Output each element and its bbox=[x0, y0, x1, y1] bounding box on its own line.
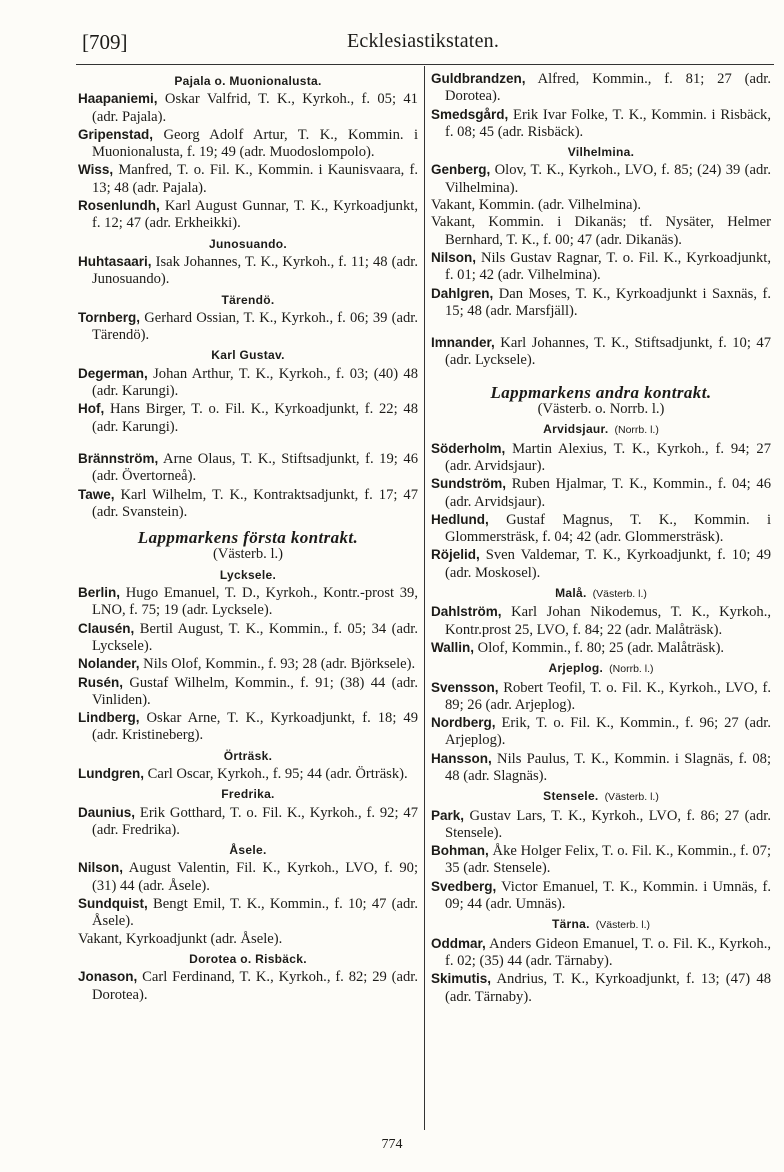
parish-name: Tärendö. bbox=[221, 292, 275, 307]
clergy-entry bbox=[431, 750, 771, 786]
page-number: [709] bbox=[82, 30, 128, 54]
footer-page-number: 774 bbox=[381, 1137, 403, 1152]
clergy-surname: Bohman, bbox=[431, 843, 489, 859]
clergy-surname: Daunius, bbox=[78, 804, 136, 820]
clergy-details: Oskar Valfrid, T. K., Kyrkoh., f. 05; 41 (adr. Pajala). bbox=[92, 91, 418, 125]
clergy-entry bbox=[78, 365, 418, 401]
clergy-details: Robert Teofil, T. o. Fil. K., Kyrkoh., LVO, f. 89; 26 (adr. Arjeplog). bbox=[445, 679, 771, 713]
clergy-surname: Hansson, bbox=[431, 750, 492, 766]
clergy-details: Erik, T. o. Fil. K., Kommin., f. 96; 27 (adr. Arjeplog). bbox=[445, 715, 771, 749]
right-column bbox=[431, 70, 771, 1006]
clergy-details: Martin Alexius, T. K., Kyrkoh., f. 94; 27 (adr. Arvidsjaur). bbox=[445, 440, 771, 474]
clergy-details: Vakant, Kommin. (adr. Vilhelmina). bbox=[431, 197, 642, 214]
clergy-entry bbox=[78, 655, 418, 673]
parish-name: Malå. bbox=[555, 586, 587, 601]
clergy-entry bbox=[431, 970, 771, 1006]
contract-county: (Västerb. l.) bbox=[212, 546, 284, 563]
clergy-details: Dan Moses, T. K., Kyrkoadjunkt i Saxnäs, f. 15; 48 (adr. Marsfjäll). bbox=[445, 285, 771, 319]
parish-name: Örträsk. bbox=[223, 748, 273, 763]
parish-heading bbox=[78, 73, 418, 90]
clergy-surname: Nordberg, bbox=[431, 715, 496, 731]
clergy-details: Georg Adolf Artur, T. K., Kommin. i Muonionalusta, f. 19; 49 (adr. Muodoslompolo). bbox=[92, 126, 418, 161]
clergy-details: August Valentin, Fil. K., Kyrkoh., LVO, f. 90; (31) 44 (adr. Åsele). bbox=[92, 860, 418, 894]
parish-name: Tärna. bbox=[551, 917, 590, 932]
left-column bbox=[78, 70, 418, 1004]
clergy-entry bbox=[78, 584, 418, 620]
clergy-details: Gerhard Ossian, T. K., Kyrkoh., f. 06; 39 (adr. Tärendö). bbox=[92, 309, 418, 344]
clergy-details: Gustaf Wilhelm, Kommin., f. 91; (38) 44 (adr. Vinliden). bbox=[92, 674, 418, 708]
parish-name: Stensele. bbox=[543, 789, 599, 804]
spacer bbox=[431, 320, 771, 334]
parish-name: Karl Gustav. bbox=[211, 348, 285, 363]
clergy-surname: Imnander, bbox=[431, 335, 495, 351]
clergy-surname: Nilson, bbox=[78, 860, 124, 876]
clergy-entry bbox=[78, 400, 418, 436]
clergy-details: Vakant, Kyrkoadjunkt (adr. Åsele). bbox=[78, 930, 283, 947]
parish-heading bbox=[78, 748, 418, 765]
clergy-surname: Genberg, bbox=[431, 162, 491, 178]
contract-county: (Västerb. o. Norrb. l.) bbox=[537, 401, 665, 418]
clergy-entry bbox=[78, 161, 418, 197]
clergy-details: Karl Johannes, T. K., Stiftsadjunkt, f. 10; 47 (adr. Lycksele). bbox=[445, 335, 771, 369]
clergy-surname: Oddmar, bbox=[431, 935, 486, 951]
clergy-entry bbox=[431, 285, 771, 321]
clergy-surname: Lindberg, bbox=[78, 710, 140, 726]
parish-heading bbox=[431, 144, 771, 161]
clergy-entry bbox=[431, 807, 771, 843]
contract-heading: Lappmarkens första kontrakt. bbox=[137, 528, 359, 548]
parish-heading bbox=[78, 842, 418, 859]
clergy-details: Karl Johan Nikodemus, T. K., Kyrkoh., Kontr.prost 25, LVO, f. 84; 22 (adr. Malåträsk). bbox=[445, 604, 771, 638]
clergy-details: Alfred, Kommin., f. 81; 27 (adr. Dorotea). bbox=[445, 71, 771, 105]
clergy-entry bbox=[78, 859, 418, 895]
parish-heading bbox=[431, 916, 771, 934]
parish-heading bbox=[431, 585, 771, 603]
clergy-details: Carl Oscar, Kyrkoh., f. 95; 44 (adr. Örträsk). bbox=[147, 765, 408, 782]
clergy-details: Nils Olof, Kommin., f. 93; 28 (adr. Björksele). bbox=[143, 656, 416, 673]
clergy-surname: Rosenlundh, bbox=[78, 198, 160, 214]
parish-name: Fredrika. bbox=[221, 787, 275, 802]
parish-name: Arvidsjaur. bbox=[543, 422, 609, 437]
clergy-entry bbox=[78, 620, 418, 656]
clergy-entry bbox=[431, 714, 771, 750]
clergy-entry bbox=[431, 440, 771, 476]
clergy-surname: Berlin, bbox=[78, 585, 121, 601]
clergy-surname: Nolander, bbox=[78, 656, 140, 672]
clergy-entry bbox=[78, 253, 418, 289]
parish-name: Junosuando. bbox=[209, 236, 287, 251]
clergy-entry bbox=[78, 90, 418, 126]
clergy-surname: Gripenstad, bbox=[78, 126, 154, 142]
clergy-surname: Dahlgren, bbox=[431, 285, 494, 301]
clergy-details: Anders Gideon Emanuel, T. o. Fil. K., Kyrkoh., f. 02; (35) 44 (adr. Tärnaby). bbox=[445, 935, 771, 969]
clergy-details: Bengt Emil, T. K., Kommin., f. 10; 47 (adr. Åsele). bbox=[92, 896, 418, 930]
parish-heading bbox=[78, 347, 418, 364]
clergy-details: Isak Johannes, T. K., Kyrkoh., f. 11; 48 (adr. Junosuando). bbox=[92, 253, 418, 288]
clergy-entry bbox=[78, 674, 418, 710]
clergy-surname: Tornberg, bbox=[78, 309, 140, 325]
clergy-details: Manfred, T. o. Fil. K., Kommin. i Kaunisvaara, f. 13; 48 (adr. Pajala). bbox=[92, 162, 418, 196]
clergy-entry bbox=[431, 249, 771, 285]
clergy-surname: Jonason, bbox=[78, 969, 138, 985]
parish-heading bbox=[431, 421, 771, 439]
clergy-details: Nils Paulus, T. K., Kommin. i Slagnäs, f. 08; 48 (adr. Slagnäs). bbox=[445, 750, 771, 784]
parish-name: Dorotea o. Risbäck. bbox=[189, 951, 307, 966]
clergy-surname: Hof, bbox=[78, 401, 105, 417]
clergy-entry bbox=[431, 546, 771, 582]
parish-heading bbox=[78, 292, 418, 309]
clergy-entry bbox=[78, 309, 418, 345]
clergy-details: Gustav Lars, T. K., Kyrkoh., LVO, f. 86; 27 (adr. Stensele). bbox=[445, 807, 771, 841]
clergy-details: Carl Ferdinand, T. K., Kyrkoh., f. 82; 29 (adr. Dorotea). bbox=[92, 969, 418, 1003]
clergy-surname: Degerman, bbox=[78, 365, 148, 381]
clergy-surname: Röjelid, bbox=[431, 547, 480, 563]
parish-heading bbox=[78, 786, 418, 803]
clergy-surname: Söderholm, bbox=[431, 440, 506, 456]
parish-county: (Norrb. l.) bbox=[609, 663, 654, 676]
clergy-details: Johan Arthur, T. K., Kyrkoh., f. 03; (40) 48 (adr. Karungi). bbox=[92, 365, 418, 400]
parish-name: Pajala o. Muonionalusta. bbox=[174, 74, 322, 88]
clergy-surname: Nilson, bbox=[431, 249, 477, 265]
parish-county: (Västerb. l.) bbox=[592, 588, 647, 601]
parish-county: (Norrb. l.) bbox=[614, 424, 659, 437]
clergy-surname: Hedlund, bbox=[431, 511, 489, 527]
clergy-details: Olov, T. K., Kyrkoh., LVO, f. 85; (24) 39 (adr. Vilhelmina). bbox=[445, 162, 771, 196]
clergy-surname: Smedsgård, bbox=[431, 106, 509, 122]
clergy-entry bbox=[431, 935, 771, 971]
clergy-details: Bertil August, T. K., Kommin., f. 05; 34 (adr. Lycksele). bbox=[92, 620, 418, 654]
clergy-entry bbox=[78, 968, 418, 1004]
clergy-surname: Dahlström, bbox=[431, 604, 502, 620]
parish-heading bbox=[78, 236, 418, 253]
clergy-entry bbox=[431, 70, 771, 106]
clergy-details: Karl August Gunnar, T. K., Kyrkoadjunkt, f. 12; 47 (adr. Erkheikki). bbox=[92, 198, 418, 232]
parish-heading bbox=[431, 788, 771, 806]
clergy-surname: Guldbrandzen, bbox=[431, 71, 526, 86]
clergy-entry bbox=[78, 197, 418, 233]
clergy-details: Andrius, T. K., Kyrkoadjunkt, f. 13; (47) 48 (adr. Tärnaby). bbox=[445, 971, 771, 1005]
clergy-details: Hugo Emanuel, T. D., Kyrkoh., Kontr.-prost 39, LNO, f. 75; 19 (adr. Lycksele). bbox=[92, 585, 418, 619]
clergy-surname: Skimutis, bbox=[431, 971, 492, 987]
clergy-details: Hans Birger, T. o. Fil. K., Kyrkoadjunkt, f. 22; 48 (adr. Karungi). bbox=[92, 401, 418, 435]
clergy-surname: Svedberg, bbox=[431, 878, 497, 894]
clergy-entry bbox=[431, 511, 771, 547]
clergy-entry bbox=[78, 895, 418, 931]
page-title: Ecklesiastikstaten. bbox=[346, 30, 500, 52]
clergy-entry bbox=[431, 106, 771, 142]
clergy-details: Victor Emanuel, T. K., Kommin. i Umnäs, f. 09; 44 (adr. Umnäs). bbox=[445, 878, 772, 913]
parish-name: Arjeplog. bbox=[548, 661, 604, 676]
clergy-details: Olof, Kommin., f. 80; 25 (adr. Malåträsk). bbox=[477, 639, 725, 656]
parish-name: Vilhelmina. bbox=[567, 145, 635, 160]
clergy-details: Erik Gotthard, T. o. Fil. K., Kyrkoh., f. 92; 47 (adr. Fredrika). bbox=[92, 804, 418, 838]
clergy-details: Vakant, Kommin. i Dikanäs; tf. Nysäter, Helmer Bernhard, T. K., f. 00; 47 (adr. Dikanäs). bbox=[431, 214, 771, 248]
parish-heading bbox=[78, 951, 418, 968]
clergy-details: Karl Wilhelm, T. K., Kontraktsadjunkt, f. 17; 47 (adr. Svanstein). bbox=[92, 486, 418, 520]
clergy-surname: Clausén, bbox=[78, 620, 135, 636]
clergy-surname: Sundström, bbox=[431, 476, 507, 492]
clergy-surname: Lundgren, bbox=[78, 765, 144, 781]
clergy-surname: Wallin, bbox=[431, 639, 474, 655]
parish-county: (Västerb. l.) bbox=[604, 791, 659, 804]
column-divider bbox=[424, 66, 425, 1130]
parish-name: Åsele. bbox=[229, 843, 267, 858]
clergy-surname: Rusén, bbox=[78, 674, 124, 690]
clergy-details: Nils Gustav Ragnar, T. o. Fil. K., Kyrkoadjunkt, f. 01; 42 (adr. Vilhelmina). bbox=[445, 249, 771, 284]
clergy-entry bbox=[78, 931, 418, 948]
parish-county: (Västerb. l.) bbox=[595, 919, 651, 932]
clergy-surname: Park, bbox=[431, 807, 465, 823]
clergy-surname: Huhtasaari, bbox=[78, 253, 152, 269]
clergy-entry bbox=[431, 878, 771, 914]
clergy-entry bbox=[431, 214, 771, 249]
clergy-details: Arne Olaus, T. K., Stiftsadjunkt, f. 19; 46 (adr. Övertorneå). bbox=[92, 450, 419, 485]
page-header bbox=[78, 30, 768, 64]
clergy-entry bbox=[78, 126, 418, 162]
clergy-entry bbox=[431, 679, 771, 715]
clergy-entry bbox=[431, 475, 771, 511]
clergy-entry bbox=[431, 161, 771, 197]
clergy-entry bbox=[78, 765, 418, 783]
header-rule bbox=[76, 64, 774, 65]
clergy-surname: Wiss, bbox=[78, 162, 114, 178]
parish-heading bbox=[431, 660, 771, 678]
clergy-surname: Brännström, bbox=[78, 450, 159, 466]
clergy-entry bbox=[78, 450, 418, 486]
clergy-surname: Haapaniemi, bbox=[78, 91, 158, 107]
clergy-details: Erik Ivar Folke, T. K., Kommin. i Risbäck, f. 08; 45 (adr. Risbäck). bbox=[445, 106, 772, 140]
clergy-entry bbox=[431, 334, 771, 370]
clergy-entry bbox=[78, 709, 418, 745]
clergy-surname: Tawe, bbox=[78, 486, 115, 502]
clergy-entry bbox=[431, 603, 771, 639]
clergy-details: Oskar Arne, T. K., Kyrkoadjunkt, f. 18; 49 (adr. Kristineberg). bbox=[92, 710, 418, 744]
clergy-entry bbox=[431, 842, 771, 878]
parish-name: Lycksele. bbox=[219, 567, 277, 582]
clergy-entry bbox=[431, 639, 771, 657]
contract-heading: Lappmarkens andra kontrakt. bbox=[490, 382, 712, 402]
clergy-details: Åke Holger Felix, T. o. Fil. K., Kommin., f. 07; 35 (adr. Stensele). bbox=[445, 843, 771, 877]
clergy-details: Sven Valdemar, T. K., Kyrkoadjunkt, f. 10; 49 (adr. Moskosel). bbox=[445, 547, 771, 581]
parish-heading bbox=[78, 567, 418, 584]
clergy-surname: Sundquist, bbox=[78, 896, 148, 912]
clergy-entry bbox=[78, 804, 418, 840]
clergy-details: Ruben Hjalmar, T. K., Kommin., f. 04; 46 (adr. Arvidsjaur). bbox=[445, 476, 771, 510]
clergy-entry bbox=[78, 486, 418, 522]
spacer bbox=[78, 436, 418, 450]
clergy-details: Gustaf Magnus, T. K., Kommin. i Glommersträsk, f. 04; 42 (adr. Glommersträsk). bbox=[445, 511, 771, 546]
clergy-entry bbox=[431, 197, 771, 214]
clergy-surname: Svensson, bbox=[431, 679, 499, 695]
